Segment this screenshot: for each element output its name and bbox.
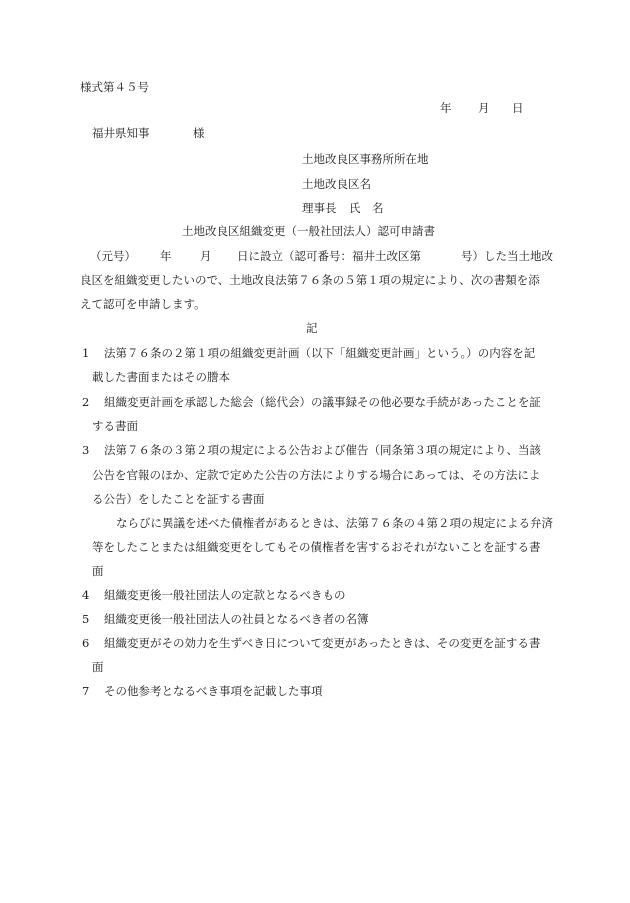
date-month: 月 — [478, 101, 490, 115]
item-line: 組織変更後一般社団法人の社員となるべき者の名簿 — [104, 612, 369, 626]
item-number: 3 — [82, 443, 90, 457]
item-line: 面 — [92, 564, 104, 578]
document-title: 土地改良区組織変更（一般社団法人）認可申請書 — [182, 224, 435, 238]
item-line: 等をしたことまたは組織変更をしてもその債権者を害するおそれがないことを証する書 — [92, 540, 541, 554]
item-number: 6 — [82, 636, 90, 650]
addressee-honorific: 様 — [193, 126, 205, 140]
body-year: 年 — [160, 249, 172, 263]
item-line: 法第７６条の３第２項の規定による公告および催告（同条第３項の規定により、当該 — [104, 443, 541, 457]
date-day: 日 — [512, 101, 524, 115]
chairman-title: 理事長 — [302, 201, 337, 215]
item-line: 法第７６条の２第１項の組織変更計画（以下「組織変更計画」という。）の内容を記 — [104, 346, 536, 360]
body-day-text: 日に設立（認可番号：福井土改区第 — [237, 249, 421, 263]
item-number: 5 — [82, 612, 90, 626]
body-era: （元号） — [90, 249, 136, 263]
item-number: 4 — [82, 588, 90, 602]
item-line: する書面 — [92, 419, 138, 433]
item-line: ならびに異議を述べた債権者があるときは、法第７６条の４第２項の規定による弁済 — [116, 516, 553, 530]
applicant-address-label: 土地改良区事務所所在地 — [302, 152, 429, 166]
ki-heading: 記 — [306, 321, 318, 335]
item-line: 面 — [92, 660, 104, 674]
item-line: 公告を官報のほか、定款で定めた公告の方法によりする場合にあっては、その方法によ — [92, 468, 541, 482]
body-number-suffix: 号）した当土地改 — [461, 249, 553, 263]
applicant-name-label: 土地改良区名 — [302, 177, 371, 191]
item-line: 組織変更計画を承認した総会（総代会）の議事録その他必要な手続があったことを証 — [104, 395, 541, 409]
date-year: 年 — [440, 101, 452, 115]
body-line-3: えて認可を申請します。 — [80, 297, 206, 311]
item-line: その他参考となるべき事項を記載した事項 — [104, 684, 323, 698]
item-line: る公告）をしたことを証する書面 — [92, 492, 265, 506]
item-number: 7 — [82, 684, 90, 698]
item-number: 2 — [82, 395, 90, 409]
body-line-2: 良区を組織変更したいので、土地改良法第７６条の５第１項の規定により、次の書類を添 — [80, 273, 540, 287]
item-line: 載した書面またはその謄本 — [92, 370, 230, 384]
body-month: 月 — [200, 249, 212, 263]
item-line: 組織変更後一般社団法人の定款となるべきもの — [104, 588, 346, 602]
form-number: 様式第４５号 — [80, 80, 149, 94]
addressee-name: 福井県知事 — [92, 126, 150, 140]
item-number: 1 — [82, 346, 90, 360]
item-line: 組織変更がその効力を生ずべき日について変更があったときは、その変更を証する書 — [104, 636, 541, 650]
chairman-name: 氏 名 — [349, 201, 384, 215]
